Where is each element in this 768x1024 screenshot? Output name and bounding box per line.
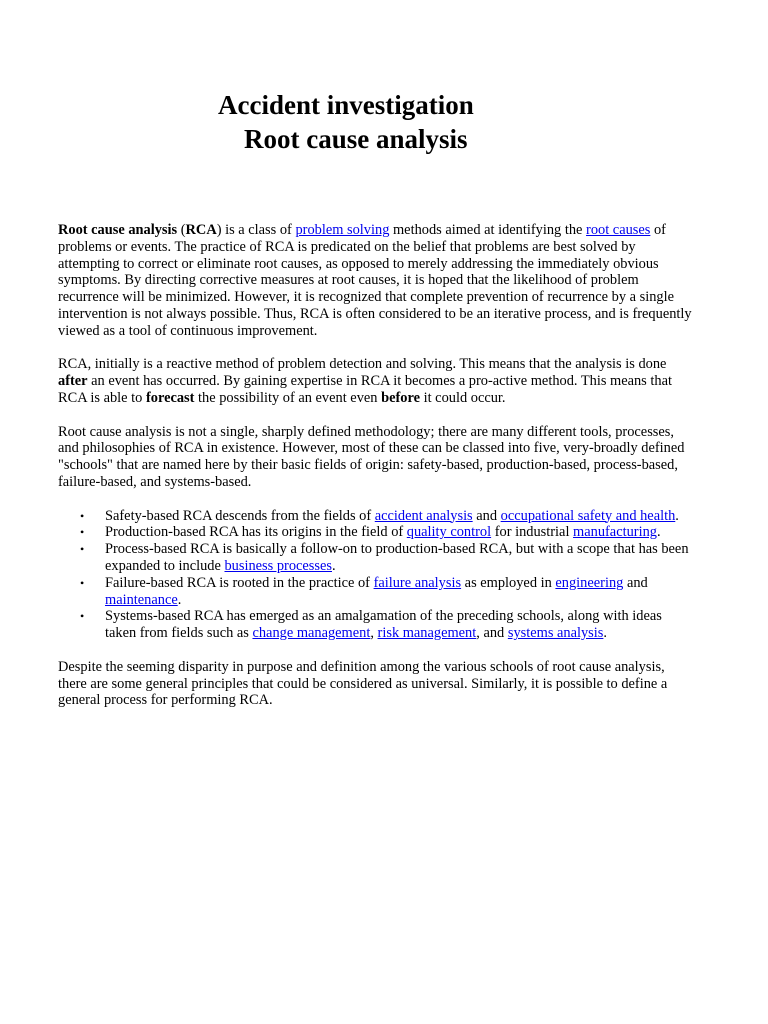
- text-span: Systems-based RCA has emerged as an amalgamation of the preceding schools, along with ideas taken from fields such as: [105, 608, 662, 642]
- text-span: RCA, initially is a reactive method of problem detection and solving. This means that the analysis is done: [58, 356, 667, 373]
- text-span: and: [472, 507, 501, 524]
- bullet-icon: •: [80, 609, 85, 624]
- link-engineering[interactable]: engineering: [555, 574, 624, 591]
- text-span: .: [332, 557, 336, 574]
- bold-after: after: [58, 373, 88, 390]
- link-manufacturing[interactable]: manufacturing: [573, 524, 657, 541]
- list-item-process: [80, 541, 694, 575]
- text-span: of problems or events. The practice of RCA is predicated on the belief that problems are best solved by attempting to correct or eliminate root causes, as opposed to merely addressing the immediately obvious symptoms. By directing corrective measures at root causes, it is hoped that the likelihood of problem recurrence will be minimized. However, it is recognized that complete prevention of recurrence by a single intervention is not always possible. Thus, RCA is often considered to be an iterative process, and is frequently viewed as a tool of continuous improvement.: [58, 222, 692, 339]
- bold-before: before: [381, 389, 420, 406]
- paragraph-conclusion: Despite the seeming disparity in purpose and definition among the various schools of root cause analysis, there are some general principles that could be considered as universal. Similarly, it is possible to define a general process for performing RCA.: [58, 658, 668, 709]
- paragraph-schools: Root cause analysis is not a single, sharply defined methodology; there are many different tools, processes, and philosophies of RCA in existence. However, most of these can be classed into five, very-broadly defined "schools" that are named here by their basic fields of origin: safety-based, production-based, process-based, failure-based, and systems-based.: [58, 423, 685, 490]
- list-item-production: [80, 524, 694, 541]
- document-title: [218, 88, 474, 156]
- text-span: , and: [476, 625, 508, 642]
- link-business-processes[interactable]: business processes: [224, 557, 332, 574]
- text-span: Safety-based RCA descends from the fields of: [105, 507, 375, 524]
- list-item-failure: [80, 574, 694, 609]
- text-span: Process-based RCA is basically a follow-on to production-based RCA, but with a scope that has been expanded to include: [105, 541, 689, 574]
- link-maintenance[interactable]: maintenance: [105, 591, 178, 608]
- bullet-icon: •: [80, 575, 85, 590]
- text-span: ,: [370, 625, 378, 642]
- text-span: .: [675, 507, 679, 524]
- bullet-icon: •: [80, 525, 85, 540]
- link-quality-control[interactable]: quality control: [406, 524, 492, 541]
- link-problem-solving[interactable]: problem solving: [295, 222, 390, 238]
- title-line-1: Accident investigation: [218, 90, 474, 120]
- paragraph-intro: [58, 222, 694, 340]
- link-change-management[interactable]: change management: [252, 625, 371, 642]
- paragraph-reactive: [58, 356, 694, 406]
- text-span: .: [177, 591, 182, 608]
- list-item-safety: [80, 507, 694, 525]
- text-span: methods aimed at identifying the: [389, 222, 587, 238]
- list-item-systems: [80, 608, 694, 642]
- bold-forecast: forecast: [145, 389, 195, 406]
- text-span: an event has occurred. By gaining expertise in RCA it becomes a pro-active method. This means that RCA is able to: [58, 373, 672, 406]
- text-span: for industrial: [491, 524, 574, 541]
- text-span: (: [177, 222, 186, 238]
- text-span: and: [623, 574, 648, 591]
- link-accident-analysis[interactable]: accident analysis: [374, 507, 473, 524]
- article-body: [58, 222, 694, 726]
- text-span: it could occur.: [419, 389, 506, 406]
- text-span: Failure-based RCA is rooted in the practice of: [105, 574, 374, 591]
- bullet-icon: •: [80, 542, 85, 557]
- abbr-rca-bold: RCA: [185, 222, 217, 238]
- text-span: as employed in: [461, 574, 556, 591]
- link-risk-management[interactable]: risk management: [377, 625, 477, 642]
- schools-list: [58, 508, 694, 642]
- bullet-icon: •: [80, 508, 85, 523]
- title-line-2: Root cause analysis: [244, 124, 468, 154]
- text-span: ) is a class of: [216, 222, 296, 238]
- link-systems-analysis[interactable]: systems analysis: [507, 625, 604, 642]
- text-span: .: [656, 524, 661, 541]
- link-failure-analysis[interactable]: failure analysis: [373, 574, 462, 591]
- link-occupational-safety[interactable]: occupational safety and health: [500, 507, 676, 524]
- text-span: the possibility of an event even: [194, 389, 382, 406]
- text-span: Production-based RCA has its origins in the field of: [105, 524, 407, 541]
- term-rca-bold: Root cause analysis: [58, 222, 178, 238]
- text-span: .: [603, 625, 607, 642]
- link-root-causes[interactable]: root causes: [586, 222, 651, 238]
